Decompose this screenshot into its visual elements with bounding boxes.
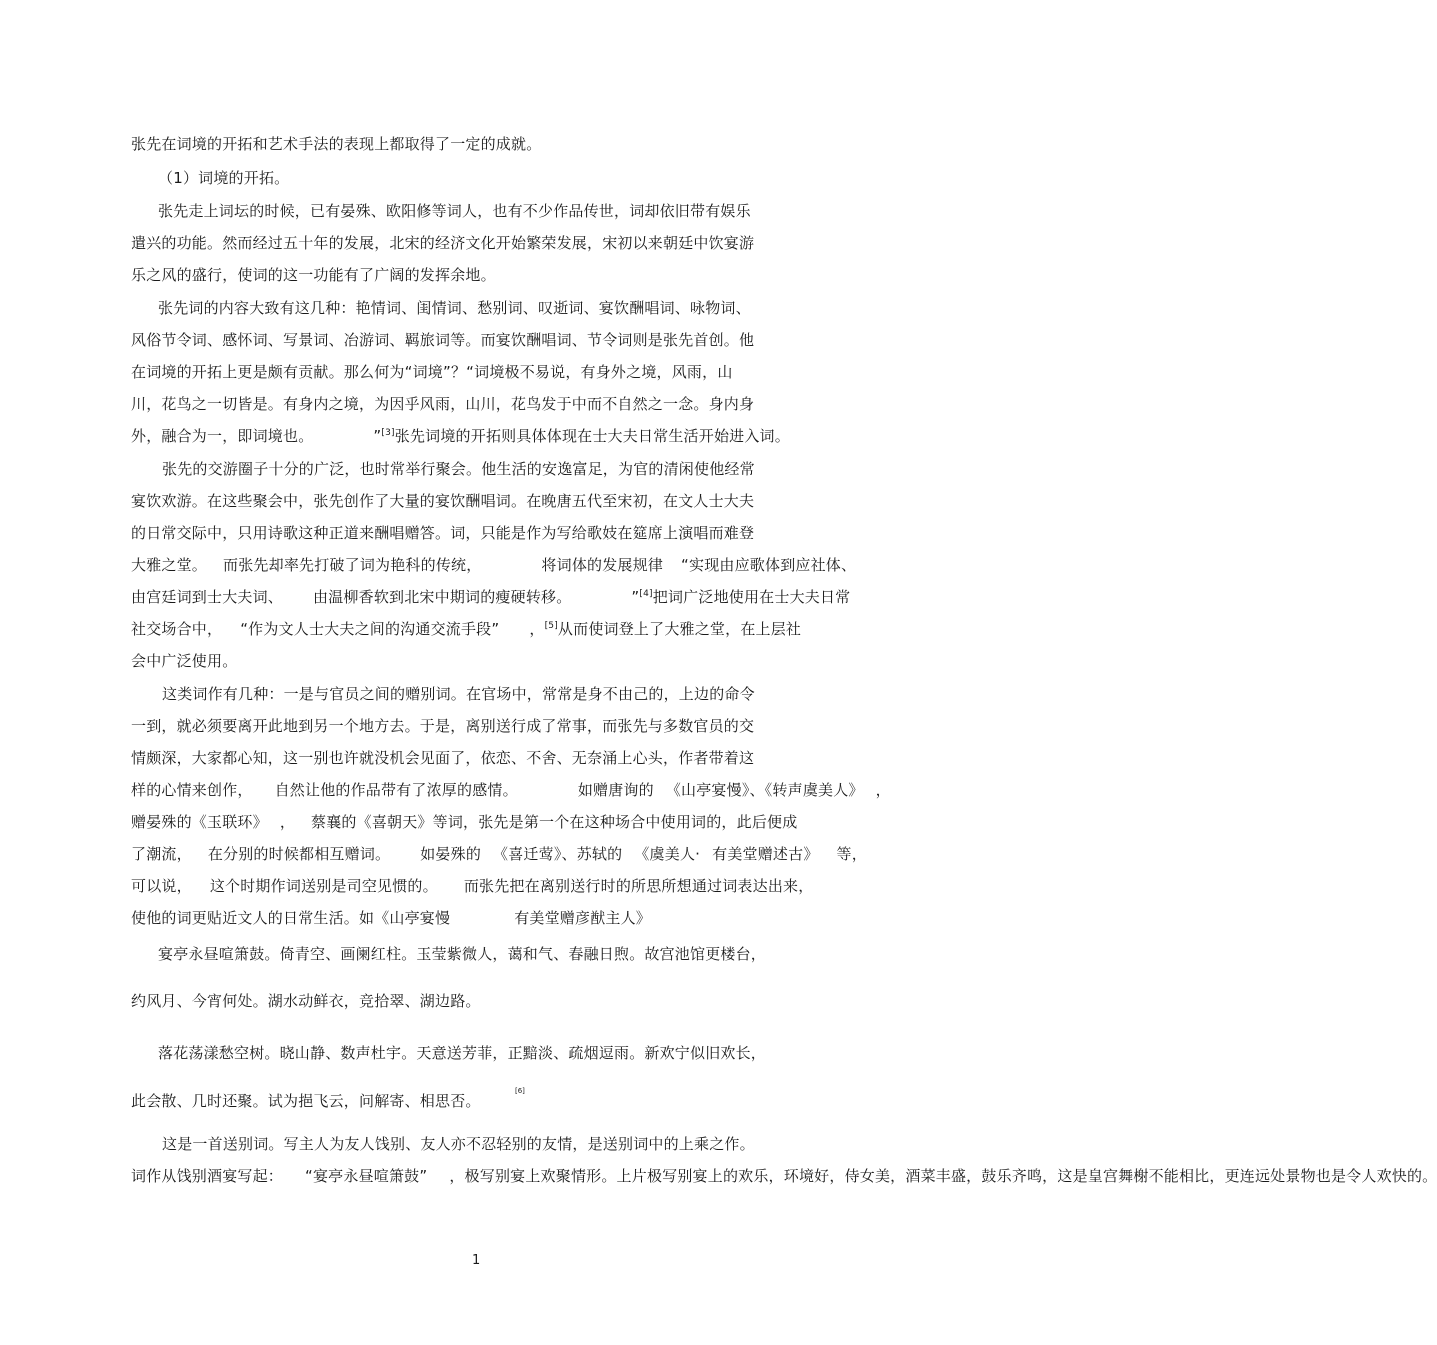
citation-ref: [4]	[639, 589, 653, 599]
text-line: 在词境的开拓上更是颇有贡献。那么何为“词境”？“词境极不易说，有身外之境，风雨，山	[131, 363, 733, 381]
text-line: 词作从饯别酒宴写起： “宴亭永昼喧箫鼓” ，极写别宴上欢聚情形。上片极写别宴上的欢乐，环境好，侍女美，酒菜丰盛，鼓乐齐鸣，这是皇宫舞榭不能相比，更连远处景物也是令人欢快的。	[131, 1167, 1437, 1185]
citation-ref: [6]	[515, 1087, 525, 1095]
text-line: 这类词作有几种：一是与官员之间的赠别词。在官场中，常常是身不由己的，上边的命令	[162, 685, 755, 703]
text-line: 乐之风的盛行，使词的这一功能有了广阔的发挥余地。	[131, 266, 496, 284]
text-line: 可以说， 这个时期作词送别是司空见惯的。 而张先把在离别送行时的所思所想通过词表达出来，	[131, 877, 814, 895]
text-line: 宴饮欢游。在这些聚会中，张先创作了大量的宴饮酬唱词。在晚唐五代至宋初，在文人士大夫	[131, 492, 755, 510]
text-line: 一到，就必须要离开此地到另一个地方去。于是，离别送行成了常事，而张先与多数官员的交	[131, 717, 755, 735]
text-line: 张先走上词坛的时候，已有晏殊、欧阳修等词人，也有不少作品传世，词却依旧带有娱乐	[158, 202, 751, 220]
text-line: 外，融合为一，即词境也。 ”[3]张先词境的开拓则具体体现在士大夫日常生活开始进入词。	[131, 427, 790, 445]
text-line: 会中广泛使用。	[131, 652, 238, 670]
poem-line: 宴亭永昼喧箫鼓。倚青空、画阑红柱。玉莹紫微人，蔼和气、春融日煦。故宫池馆更楼台，	[158, 945, 767, 963]
text-line: 风俗节令词、感怀词、写景词、冶游词、羁旅词等。而宴饮酬唱词、节令词则是张先首创。他	[131, 331, 755, 349]
citation-ref: [3]	[381, 428, 395, 438]
poem-line: 约风月、今宵何处。湖水动鲜衣，竞拾翠、湖边路。	[131, 992, 481, 1010]
text-line: 川，花鸟之一切皆是。有身内之境，为因乎风雨，山川，花鸟发于中而不自然之一念。身内身	[131, 395, 755, 413]
poem-line: 此会散、几时还聚。试为挹飞云，问解寄、相思否。	[131, 1092, 481, 1110]
text-line: 张先在词境的开拓和艺术手法的表现上都取得了一定的成就。	[131, 135, 542, 153]
text-line: 情颇深，大家都心知，这一别也许就没机会见面了，依恋、不舍、无奈涌上心头，作者带着这	[131, 749, 755, 767]
text-line: 了潮流， 在分别的时候都相互赠词。 如晏殊的 《喜迁莺》、苏轼的 《虞美人· 有美堂赠述古》 等，	[131, 845, 867, 863]
text-line: 张先的交游圈子十分的广泛，也时常举行聚会。他生活的安逸富足，为官的清闲使他经常	[162, 460, 755, 478]
text-line: 赠晏殊的《玉联环》 ， 蔡襄的《喜朝天》等词，张先是第一个在这种场合中使用词的，此后便成	[131, 813, 798, 831]
text-line: 由宫廷词到士大夫词、 由温柳香软到北宋中期词的瘦硬转移。 ”[4]把词广泛地使用在士大夫日常	[131, 588, 851, 606]
text-line: 社交场合中， “作为文人士大夫之间的沟通交流手段” ，[5]从而使词登上了大雅之堂，在上层社	[131, 620, 802, 638]
text-line: 张先词的内容大致有这几种：艳情词、闺情词、愁别词、叹逝词、宴饮酬唱词、咏物词、	[158, 299, 751, 317]
text-line: 使他的词更贴近文人的日常生活。如《山亭宴慢 有美堂赠彦猷主人》	[131, 909, 652, 927]
text-line: 遣兴的功能。然而经过五十年的发展，北宋的经济文化开始繁荣发展，宋初以来朝廷中饮宴游	[131, 234, 755, 252]
text-line: 大雅之堂。 而张先却率先打破了词为艳科的传统， 将词体的发展规律 “实现由应歌体到应社体、	[131, 556, 857, 574]
text-line: 的日常交际中，只用诗歌这种正道来酬唱赠答。词，只能是作为写给歌妓在筵席上演唱而难登	[131, 524, 755, 542]
poem-line: 落花荡漾愁空树。晓山静、数声杜宇。天意送芳菲，正黯淡、疏烟逗雨。新欢宁似旧欢长，	[158, 1044, 767, 1062]
text-line: 这是一首送别词。写主人为友人饯别、友人亦不忍轻别的友情，是送别词中的上乘之作。	[162, 1135, 755, 1153]
text-line: 样的心情来创作， 自然让他的作品带有了浓厚的感情。 如赠唐询的 《山亭宴慢》、《转声虞美人》 ，	[131, 781, 891, 799]
page-number: 1	[472, 1253, 481, 1268]
section-heading: （1）词境的开拓。	[158, 169, 290, 187]
citation-ref: [5]	[544, 621, 558, 631]
